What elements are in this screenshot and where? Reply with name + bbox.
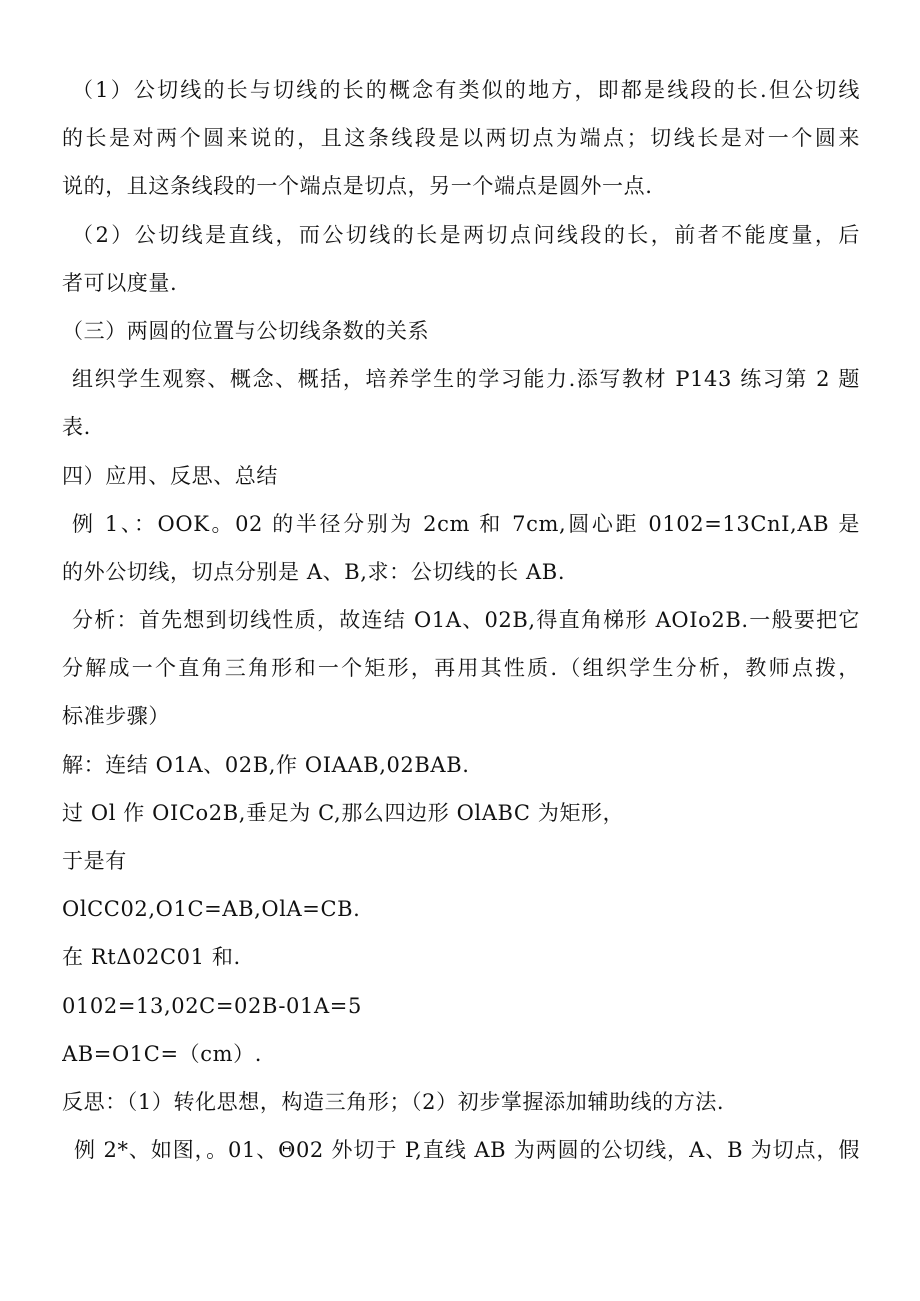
section-heading-3: （三）两圆的位置与公切线条数的关系 bbox=[62, 318, 430, 343]
section-heading-4: 四）应用、反思、总结 bbox=[62, 463, 278, 488]
solution-line-1: 解：连结 O1A、02B,作 OIAAB,02BAB. bbox=[62, 752, 470, 777]
text-line-2: 的长是对两个圆来说的，且这条线段是以两切点为端点；切线长是对一个圆来 bbox=[62, 126, 860, 151]
solution-line-4: OlCC02,O1C=AB,OlA=CB. bbox=[62, 897, 361, 922]
analysis-line-1: 分析：首先想到切线性质，故连结 O1A、02B,得直角梯形 AOIo2B.一般要把它 bbox=[72, 608, 860, 633]
example-1-line-1: 例 1、：OOK。02 的半径分别为 2cm 和 7cm,圆心距 0102=13CnI,AB 是 bbox=[72, 511, 860, 536]
analysis-line-2: 分解成一个直角三角形和一个矩形，再用其性质.（组织学生分析，教师点拨， bbox=[62, 656, 860, 681]
text-line-7: 组织学生观察、概念、概括，培养学生的学习能力.添写教材 P143 练习第 2 题 bbox=[72, 367, 860, 392]
solution-line-2: 过 Ol 作 OICo2B,垂足为 C,那么四边形 OlABC 为矩形， bbox=[62, 800, 625, 825]
analysis-line-3: 标准步骤） bbox=[62, 704, 170, 729]
text-line-8: 表. bbox=[62, 415, 91, 440]
solution-line-5: 在 RtΔ02C01 和. bbox=[62, 945, 241, 970]
text-line-3: 说的，且这条线段的一个端点是切点，另一个端点是圆外一点. bbox=[62, 174, 653, 199]
solution-line-6: 0102=13,02C=02B-01A=5 bbox=[62, 993, 362, 1018]
text-line-1: （1）公切线的长与切线的长的概念有类似的地方，即都是线段的长.但公切线 bbox=[72, 78, 860, 102]
text-line-4: （2）公切线是直线，而公切线的长是两切点问线段的长，前者不能度量，后 bbox=[72, 222, 860, 247]
example-1-line-2: 的外公切线，切点分别是 A、B,求：公切线的长 AB. bbox=[62, 559, 566, 584]
text-line-5: 者可以度量. bbox=[62, 270, 178, 295]
solution-line-7: AB=O1C=（cm）. bbox=[62, 1041, 262, 1066]
reflection-line: 反思：（1）转化思想，构造三角形；（2）初步掌握添加辅助线的方法. bbox=[62, 1089, 725, 1114]
solution-line-3: 于是有 bbox=[62, 849, 127, 873]
example-2-line-1: 例 2*、如图，。01、Θ02 外切于 P,直线 AB 为两圆的公切线，A、B 为切点，假 bbox=[74, 1138, 860, 1163]
